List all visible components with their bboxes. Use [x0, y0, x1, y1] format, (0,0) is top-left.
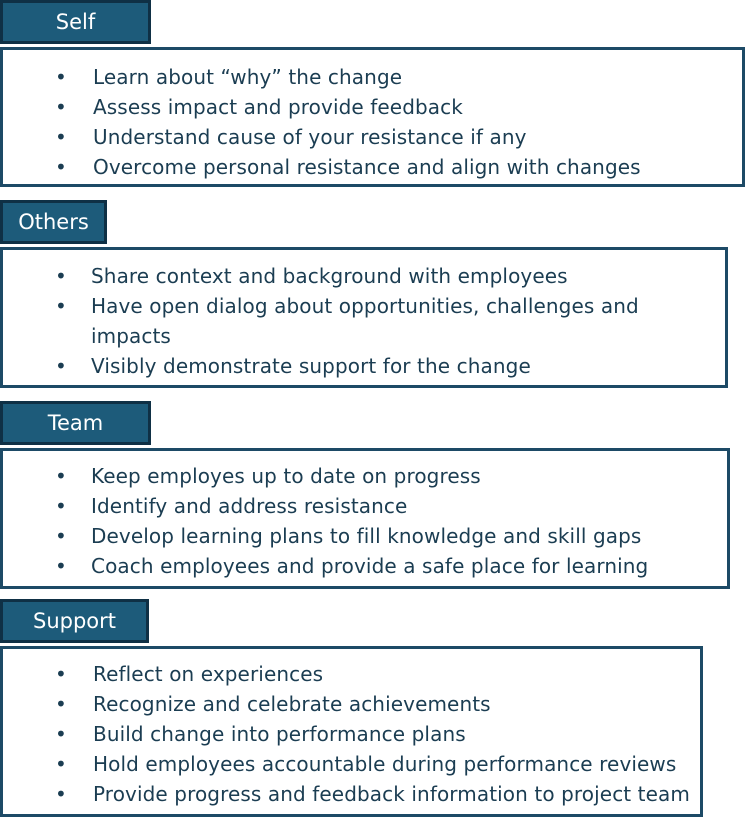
list-item: • Reflect on experiences [55, 659, 690, 689]
section-support-box [0, 646, 703, 817]
section-team-box [0, 448, 730, 589]
section-others-title: Others [0, 200, 107, 244]
list-item: • Coach employees and provide a safe place for learning [55, 551, 648, 581]
bullet-icon: • [55, 524, 67, 548]
bullet-icon: • [55, 95, 67, 119]
bullet-icon: • [55, 782, 67, 806]
list-item: • Identify and address resistance [55, 491, 648, 521]
list-item: • Have open dialog about opportunities, challenges and [55, 291, 639, 321]
bullet-icon: • [55, 294, 67, 318]
section-others-box [0, 247, 728, 388]
section-support [0, 599, 750, 821]
section-self-title: Self [0, 0, 151, 44]
list-item: • Build change into performance plans [55, 719, 690, 749]
bullet-icon: • [55, 155, 67, 179]
section-others [0, 200, 750, 390]
bullet-icon: • [55, 464, 67, 488]
list-item: • Keep employes up to date on progress [55, 461, 648, 491]
section-others-list [55, 261, 639, 381]
bullet-icon: • [55, 692, 67, 716]
section-team-title: Team [0, 401, 151, 445]
section-team [0, 401, 750, 591]
list-item: • Visibly demonstrate support for the change [55, 351, 639, 381]
list-item: • Understand cause of your resistance if any [55, 122, 641, 152]
section-self [0, 0, 750, 190]
bullet-icon: • [55, 264, 67, 288]
list-item: • Recognize and celebrate achievements [55, 689, 690, 719]
section-self-box [0, 47, 745, 187]
bullet-icon: • [55, 554, 67, 578]
list-item-continuation: impacts [91, 324, 171, 348]
bullet-icon: • [55, 125, 67, 149]
section-self-list [55, 62, 641, 182]
list-item: • Provide progress and feedback information to project team [55, 779, 690, 809]
list-item: • Overcome personal resistance and align with changes [55, 152, 641, 182]
bullet-icon: • [55, 65, 67, 89]
list-item: • Learn about “why” the change [55, 62, 641, 92]
list-item: • Develop learning plans to fill knowledge and skill gaps [55, 521, 648, 551]
bullet-icon: • [55, 662, 67, 686]
bullet-icon: • [55, 722, 67, 746]
bullet-icon: • [55, 752, 67, 776]
section-support-list [55, 659, 690, 809]
bullet-icon: • [55, 354, 67, 378]
section-team-list [55, 461, 648, 581]
section-support-title: Support [0, 599, 149, 643]
list-item: • Share context and background with employees [55, 261, 639, 291]
list-item: • Hold employees accountable during performance reviews [55, 749, 690, 779]
list-item: • Assess impact and provide feedback [55, 92, 641, 122]
bullet-icon: • [55, 494, 67, 518]
